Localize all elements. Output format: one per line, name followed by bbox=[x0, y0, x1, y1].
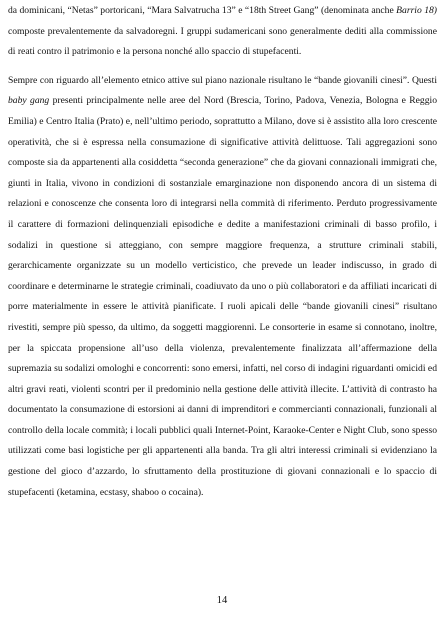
paragraph-gangs-origins bbox=[8, 1, 437, 63]
body-text bbox=[8, 1, 437, 503]
paragraph-1-text-a: da dominicani, “Netas” portoricani, “Mara Salvatrucha 13” e “18th Street Gang” (denominata anche bbox=[8, 5, 397, 16]
paragraph-2-text-a: Sempre con riguardo all’elemento etnico attive sul piano nazionale risultano le “bande giovanili cinesi”. Questi bbox=[8, 74, 437, 86]
paragraph-2-text-c: presenti principalmente nelle aree del Nord (Brescia, Torino, Padova, Venezia, Bologna e Reggio Emilia) e Centro Italia (Prato) e, nell’ultimo periodo, soprattutto a Milano, dove si è assistito alla loro crescente operatività, che si è espressa nella consumazione di significative attività delittuose. Tali aggregazioni sono composte sia da appartenenti alla cosiddetta “seconda generazione” che da giovani connazionali immigrati che, giunti in Italia, vivono in condizioni di sostanziale emarginazione non disponendo ancora di un sistema di relazioni e conoscenze che consenta loro di integrarsi nella commità di riferimento. Perduto progressivamente il carattere di formazioni delinquenziali episodiche e dedite a manifestazioni criminali di basso profilo, i sodalizi in questione si atteggiano, con sempre maggiore frequenza, a strutture criminali stabili, gerarchicamente organizzate su un modello verticistico, che prevede un leader indiscusso, in grado di coordinare e determinarne le strategie criminali, coadiuvato da uno o più collaboratori e da affiliati incaricati di porre materialmente in essere le attività pianificate. I ruoli apicali delle “bande giovanili cinesi” risultano rivestiti, sempre più spesso, da ultimo, da soggetti maggiorenni. Le consorterie in esame si connotano, inoltre, per la spiccata propensione all’uso della violenza, prevalentemente finalizzata all’affermazione della supremazia su sodalizi omologhi e concorrenti: sono emersi, infatti, nel corso di indagini riguardanti omicidi ed altri gravi reati, violenti scontri per il predominio nella gestione delle attività illecite. L’attività di contrasto ha documentato la consumazione di estorsioni ai danni di imprenditori e commercianti connazionali, funzionali al controllo della locale commità; i locali pubblici quali Internet-Point, Karaoke-Center e Night Club, sono spesso utilizzati come basi logistiche per gli appartenenti alla banda. Tra gli altri interessi criminali si evidenziano la gestione del gioco d’azzardo, lo sfruttamento della prostituzione di giovani connazionali e lo spaccio di stupefacenti (ketamina, ecstasy, shaboo o cocaina). bbox=[8, 95, 437, 498]
paragraph-1-italic-barrio: Barrio 18) bbox=[396, 5, 437, 16]
paragraph-1-text-c: composte prevalentemente da salvadoregni. I gruppi sudamericani sono generalmente dediti alla commissione di reati contro il patrimonio e la persona nonché allo spaccio di stupefacenti. bbox=[8, 25, 437, 58]
paragraph-chinese-youth-gangs bbox=[8, 71, 437, 503]
paragraph-2-italic-baby-gang: baby gang bbox=[8, 95, 50, 107]
page-number: 14 bbox=[216, 595, 228, 606]
